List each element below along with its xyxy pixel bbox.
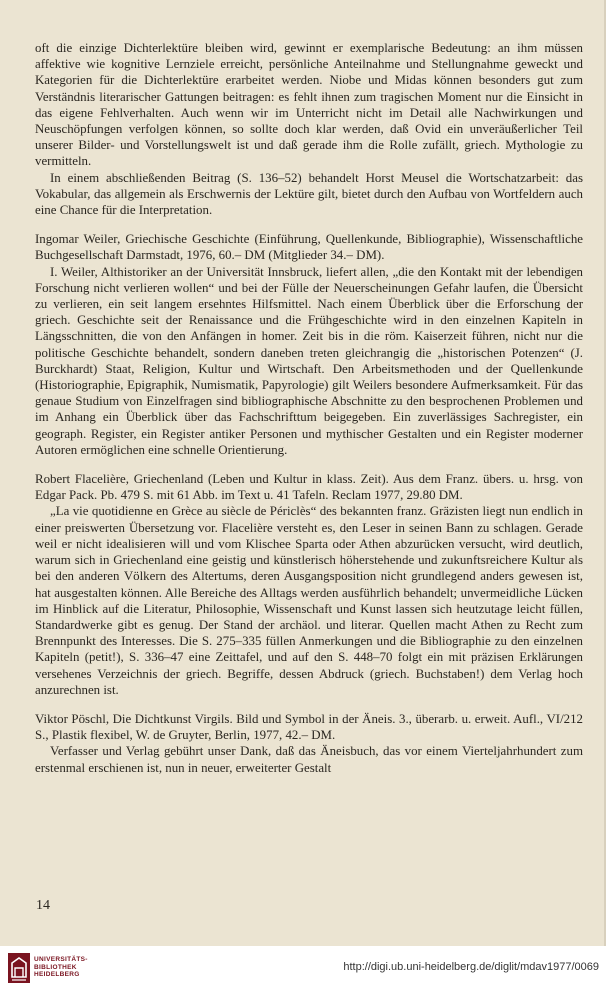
paragraph-flaceliere-review: „La vie quotidienne en Grèce au siècle de Périclès“ des bekannten franz. Gräzisten liegt nun endlich in einer preiswerten Übersetzung vor. Flacelière versteht es, den Leser in seinen Bann zu schlagen. Gerade weil er nicht idealisieren will und vom Klischee Sparta oder Athen abzurücken versucht, wird deutlich, warum sich in Griechenland eine geistig und künstlerisch höherstehende und zukunftsreichere Kultur als bei den anderen Völkern des Altertums, deren Ausgangsposition nicht grundlegend anders gewesen ist, hat ausgestalten können. Alle Bereiche des Alltags werden ausführlich behandelt; unvermeidliche Lücken im Hinblick auf die Literatur, Philosophie, Wissenschaft und Kunst lassen sich heutzutage leicht füllen, Standardwerke gibt es genug. Der Stand der archäol. und literar. Quellen macht Athen zu Recht zum Brennpunkt des Interesses. Die S. 275–335 füllen Anmerkungen und die Bibliographie zu den einzelnen Kapiteln (petit!), S. 336–47 eine Zeittafel, und auf den S. 448–70 folgt ein mit präzisen Erklärungen versehenes Verzeichnis der griech. Begriffe, dessen Abdruck (griech. Buchstaben!) dem Verlag hoch anzurechnen ist.: [35, 504, 583, 697]
entry-weiler-heading: Ingomar Weiler, Griechische Geschichte (Einführung, Quellenkunde, Bibliographie), Wissenschaftliche Buchgesellschaft Darmstadt, 1976, 60.– DM (Mitglieder 34.– DM).: [35, 232, 583, 263]
heidelberg-library-logo-icon: [8, 953, 30, 983]
paragraph-meusel: In einem abschließenden Beitrag (S. 136–52) behandelt Horst Meusel die Wortschatzarbeit: das Vokabular, das allgemein als Erschwernis der Lektüre gilt, bietet durch den Aufbau von Wortfeldern auch eine Chance für die Interpretation.: [35, 170, 583, 218]
source-url-link[interactable]: http://digi.ub.uni-heidelberg.de/diglit/mdav1977/0069: [343, 961, 599, 973]
page-number: 14: [36, 898, 50, 913]
paragraph-weiler-review: I. Weiler, Althistoriker an der Universität Innsbruck, liefert allen, „die den Kontakt mit der lebendigen Forschung nicht verlieren wollen“ und bei der Fülle der Neuerscheinungen Gefahr laufen, die Übersicht zu verlieren, ein seit langem ersehntes Hilfsmittel. Nach einem Überblick über die Erforschung der griech. Geschichte seit der Renaissance und die Frühgeschichte wird in den einzelnen Kapiteln in Längsschnitten, die von den Anfängen in homer. Zeit bis in die röm. Kaiserzeit führen, nicht nur die politische Geschichte behandelt, sondern daneben treten gleichrangig die „historischen Potenzen“ (J. Burckhardt) Staat, Religion, Kultur und Wirtschaft. Den Arbeitsmethoden und der Quellenkunde (Historiographie, Epigraphik, Numismatik, Papyrologie) gilt Weilers besondere Aufmerksamkeit. Für das genaue Studium von Einzelfragen sind bibliographische Abschnitte zu den besprochenen Problemen und im Anhang ein Überblick über das Fachschrifttum beigegeben. Ein zuverlässiges Sachregister, ein geograph. Register, ein Register antiker Personen und mythischer Gestalten und ein Register moderner Autoren ermöglichen eine schnelle Orientierung.: [35, 264, 583, 457]
paragraph-ovid-continuation: oft die einzige Dichterlektüre bleiben wird, gewinnt er exemplarische Bedeutung: an ihm müssen affektive wie kognitive Lernziele erreicht, persönliche Anteilnahme und Stellungnahme geweckt und Kategorien für die Dichterlektüre erarbeitet werden. Niobe und Midas können besonders gut zum Verständnis literarischer Gattungen beitragen: es fehlt ihnen zum tragischen Moment nur die Einsicht in das eigene Fehlverhalten. Auch wenn wir im Unterricht nicht im Detail alle Nachwirkungen und Neuschöpfungen verfolgen können, so sollte doch klar werden, daß Ovid ein unveräußerlicher Teil unserer Bilder- und Vorstellungswelt ist und daß gerade ihm die Rolle zufällt, griech. Mythologie zu vermitteln.: [35, 41, 583, 169]
page-body-text: [35, 40, 583, 776]
paragraph-poeschl-review: Verfasser und Verlag gebührt unser Dank, daß das Äneisbuch, das vor einem Vierteljahrhundert zum erstenmal erschienen ist, nun in neuer, erweiterter Gestalt: [35, 744, 583, 775]
entry-poeschl-heading: Viktor Pöschl, Die Dichtkunst Virgils. Bild und Symbol in der Äneis. 3., überarb. u. erweit. Aufl., VI/212 S., Plastik flexibel, W. de Gruyter, Berlin, 1977, 42.– DM.: [35, 711, 583, 743]
entry-flaceliere-heading: Robert Flacelière, Griechenland (Leben und Kultur in klass. Zeit). Aus dem Franz. übers. u. hrsg. von Edgar Pack. Pb. 479 S. mit 61 Abb. im Text u. 41 Tafeln. Reclam 1977, 29.80 DM.: [35, 472, 583, 503]
digitization-footer: [0, 946, 608, 990]
library-name: UNIVERSITÄTS-BIBLIOTHEK HEIDELBERG: [34, 956, 88, 978]
